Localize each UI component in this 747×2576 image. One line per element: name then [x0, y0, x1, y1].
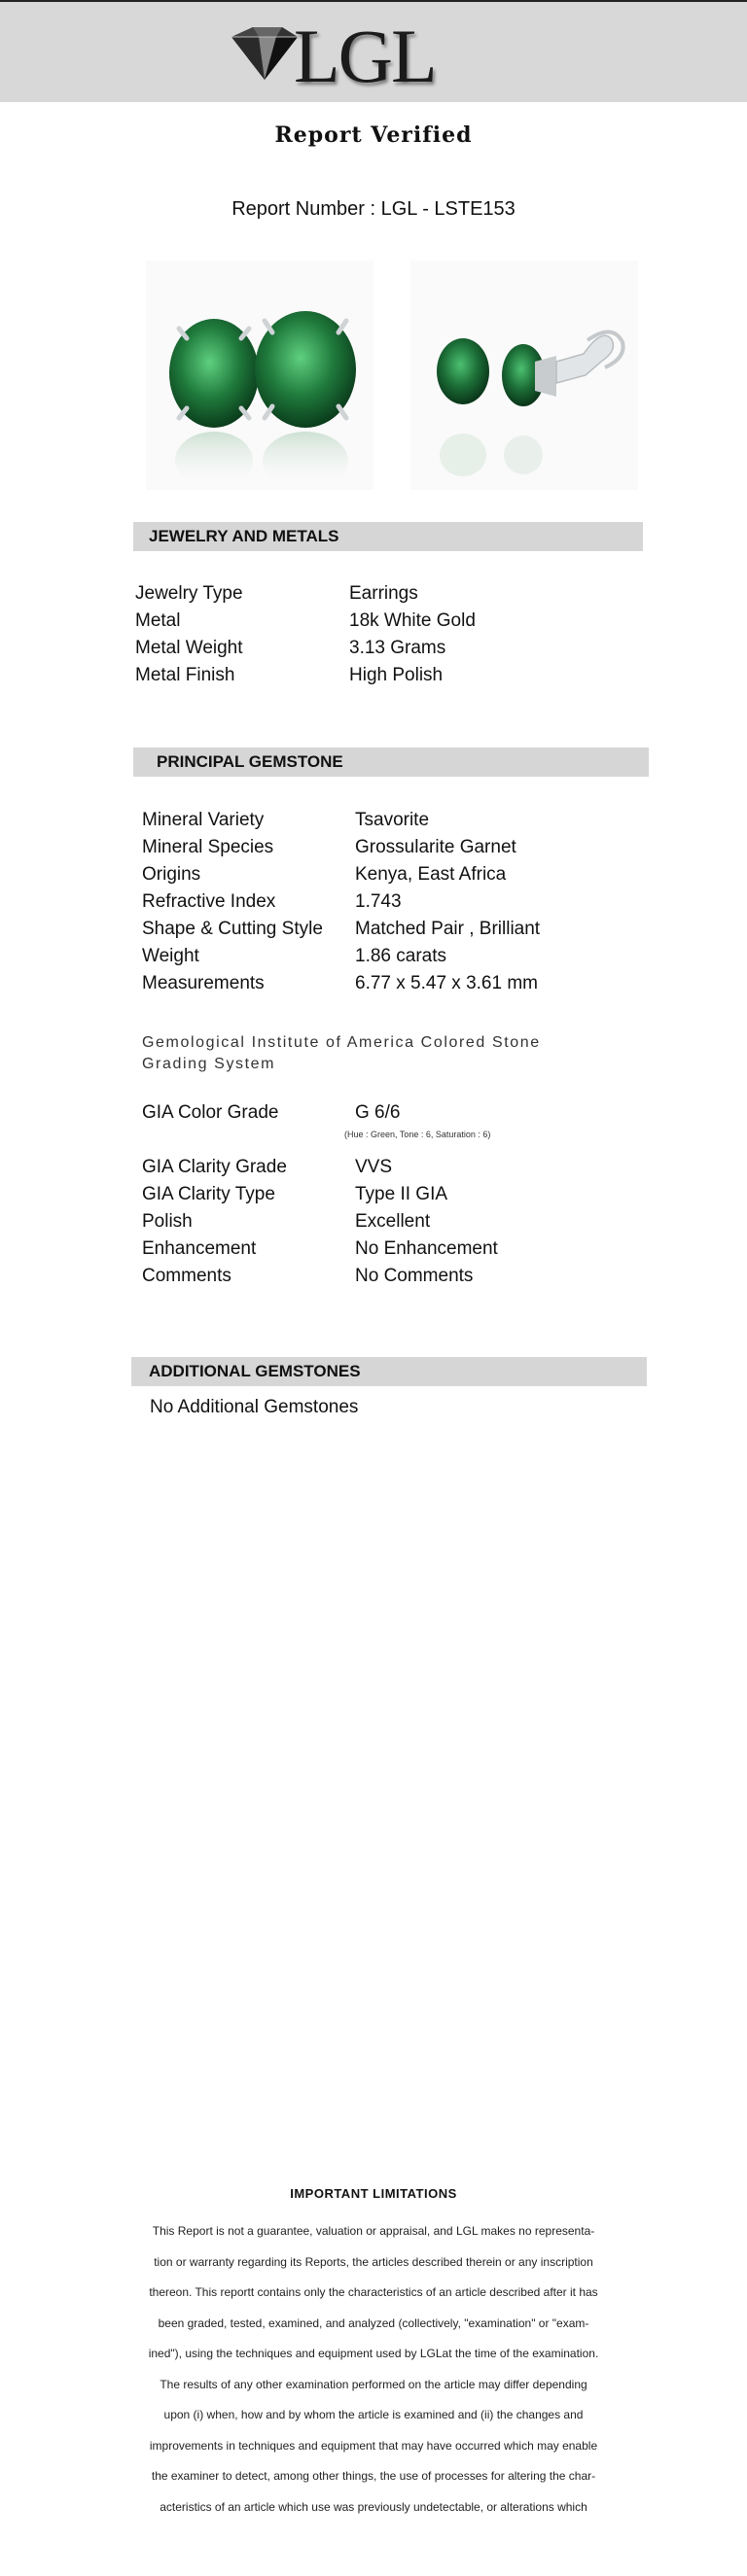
limitations-line: tion or warranty regarding its Reports, the articles described therein or any inscription: [154, 2254, 593, 2269]
gia-clarity-type-label: GIA Clarity Type: [142, 1184, 275, 1204]
limitations-line: the examiner to detect, among other things, the use of processes for altering the char-: [151, 2469, 596, 2483]
metal-finish-value: High Polish: [349, 665, 444, 685]
shape-cutting-label: Shape & Cutting Style: [142, 919, 323, 939]
weight-value: 1.86 carats: [355, 946, 446, 966]
diamond-icon: [226, 23, 302, 86]
lgl-logo: [226, 14, 479, 98]
gia-color-label: GIA Color Grade: [142, 1102, 279, 1123]
earrings-front-photo: [146, 261, 374, 490]
limitations-line: thereon. This reportt contains only the characteristics of an article described after it has: [149, 2285, 598, 2299]
enhancement-label: Enhancement: [142, 1238, 257, 1259]
limitations-line: improvements in techniques and equipment that may have occurred which may enable: [149, 2438, 598, 2453]
limitations-line: been graded, tested, examined, and analyzed (collectively, "examination" or "exam-: [158, 2315, 589, 2330]
metal-weight-label: Metal Weight: [135, 638, 243, 658]
shape-cutting-value: Matched Pair , Brilliant: [355, 919, 541, 939]
gia-color-value: G 6/6: [355, 1102, 401, 1123]
limitations-line: acteristics of an article which use was previously undetectable, or alterations which: [160, 2499, 587, 2514]
origins-value: Kenya, East Africa: [355, 864, 507, 885]
comments-value: No Comments: [355, 1266, 474, 1286]
limitations-line: upon (i) when, how and by whom the article is examined and (ii) the changes and: [163, 2408, 584, 2421]
header-bar: [0, 0, 747, 102]
gia-system-note: Gemological Institute of America Colored Stone Grading System: [142, 1034, 541, 1072]
gia-clarity-grade-value: VVS: [355, 1157, 393, 1177]
limitations-line: The results of any other examination performed on the article may differ depending: [160, 2377, 587, 2391]
logo-text: LGL: [294, 14, 436, 98]
no-additional-gemstones-text: No Additional Gemstones: [150, 1397, 359, 1417]
mineral-species-label: Mineral Species: [142, 837, 274, 857]
report-title: Report Verified: [274, 122, 473, 148]
jewelry-type-value: Earrings: [349, 583, 418, 604]
mineral-species-value: Grossularite Garnet: [355, 837, 516, 857]
metal-finish-label: Metal Finish: [135, 665, 235, 685]
refractive-index-label: Refractive Index: [142, 891, 276, 912]
polish-value: Excellent: [355, 1211, 431, 1232]
enhancement-value: No Enhancement: [355, 1238, 498, 1259]
important-limitations-text: [105, 2216, 642, 2523]
limitations-line: ined"), using the techniques and equipment used by LGLat the time of the examination.: [148, 2347, 599, 2360]
mineral-variety-value: Tsavorite: [355, 810, 430, 830]
report-number: Report Number : LGL - LSTE153: [231, 198, 516, 220]
metal-weight-value: 3.13 Grams: [349, 638, 446, 658]
principal-gemstone-header: PRINCIPAL GEMSTONE: [133, 748, 649, 777]
earrings-side-photo: [410, 261, 638, 490]
gia-clarity-grade-label: GIA Clarity Grade: [142, 1157, 287, 1177]
metal-value: 18k White Gold: [349, 610, 476, 631]
measurements-label: Measurements: [142, 973, 265, 993]
important-limitations-title: IMPORTANT LIMITATIONS: [290, 2186, 457, 2201]
additional-gemstones-header: ADDITIONAL GEMSTONES: [131, 1357, 647, 1386]
comments-label: Comments: [142, 1266, 231, 1286]
metal-label: Metal: [135, 610, 181, 631]
origins-label: Origins: [142, 864, 201, 885]
jewelry-type-label: Jewelry Type: [135, 583, 243, 604]
polish-label: Polish: [142, 1211, 193, 1232]
gia-clarity-type-value: Type II GIA: [355, 1184, 448, 1204]
limitations-line: This Report is not a guarantee, valuation or appraisal, and LGL makes no representa-: [152, 2224, 595, 2238]
refractive-index-value: 1.743: [355, 891, 402, 912]
jewelry-metals-header: JEWELRY AND METALS: [133, 522, 643, 551]
hue-note: (Hue : Green, Tone : 6, Saturation : 6): [344, 1130, 491, 1139]
weight-label: Weight: [142, 946, 199, 966]
mineral-variety-label: Mineral Variety: [142, 810, 265, 830]
measurements-value: 6.77 x 5.47 x 3.61 mm: [355, 973, 538, 993]
